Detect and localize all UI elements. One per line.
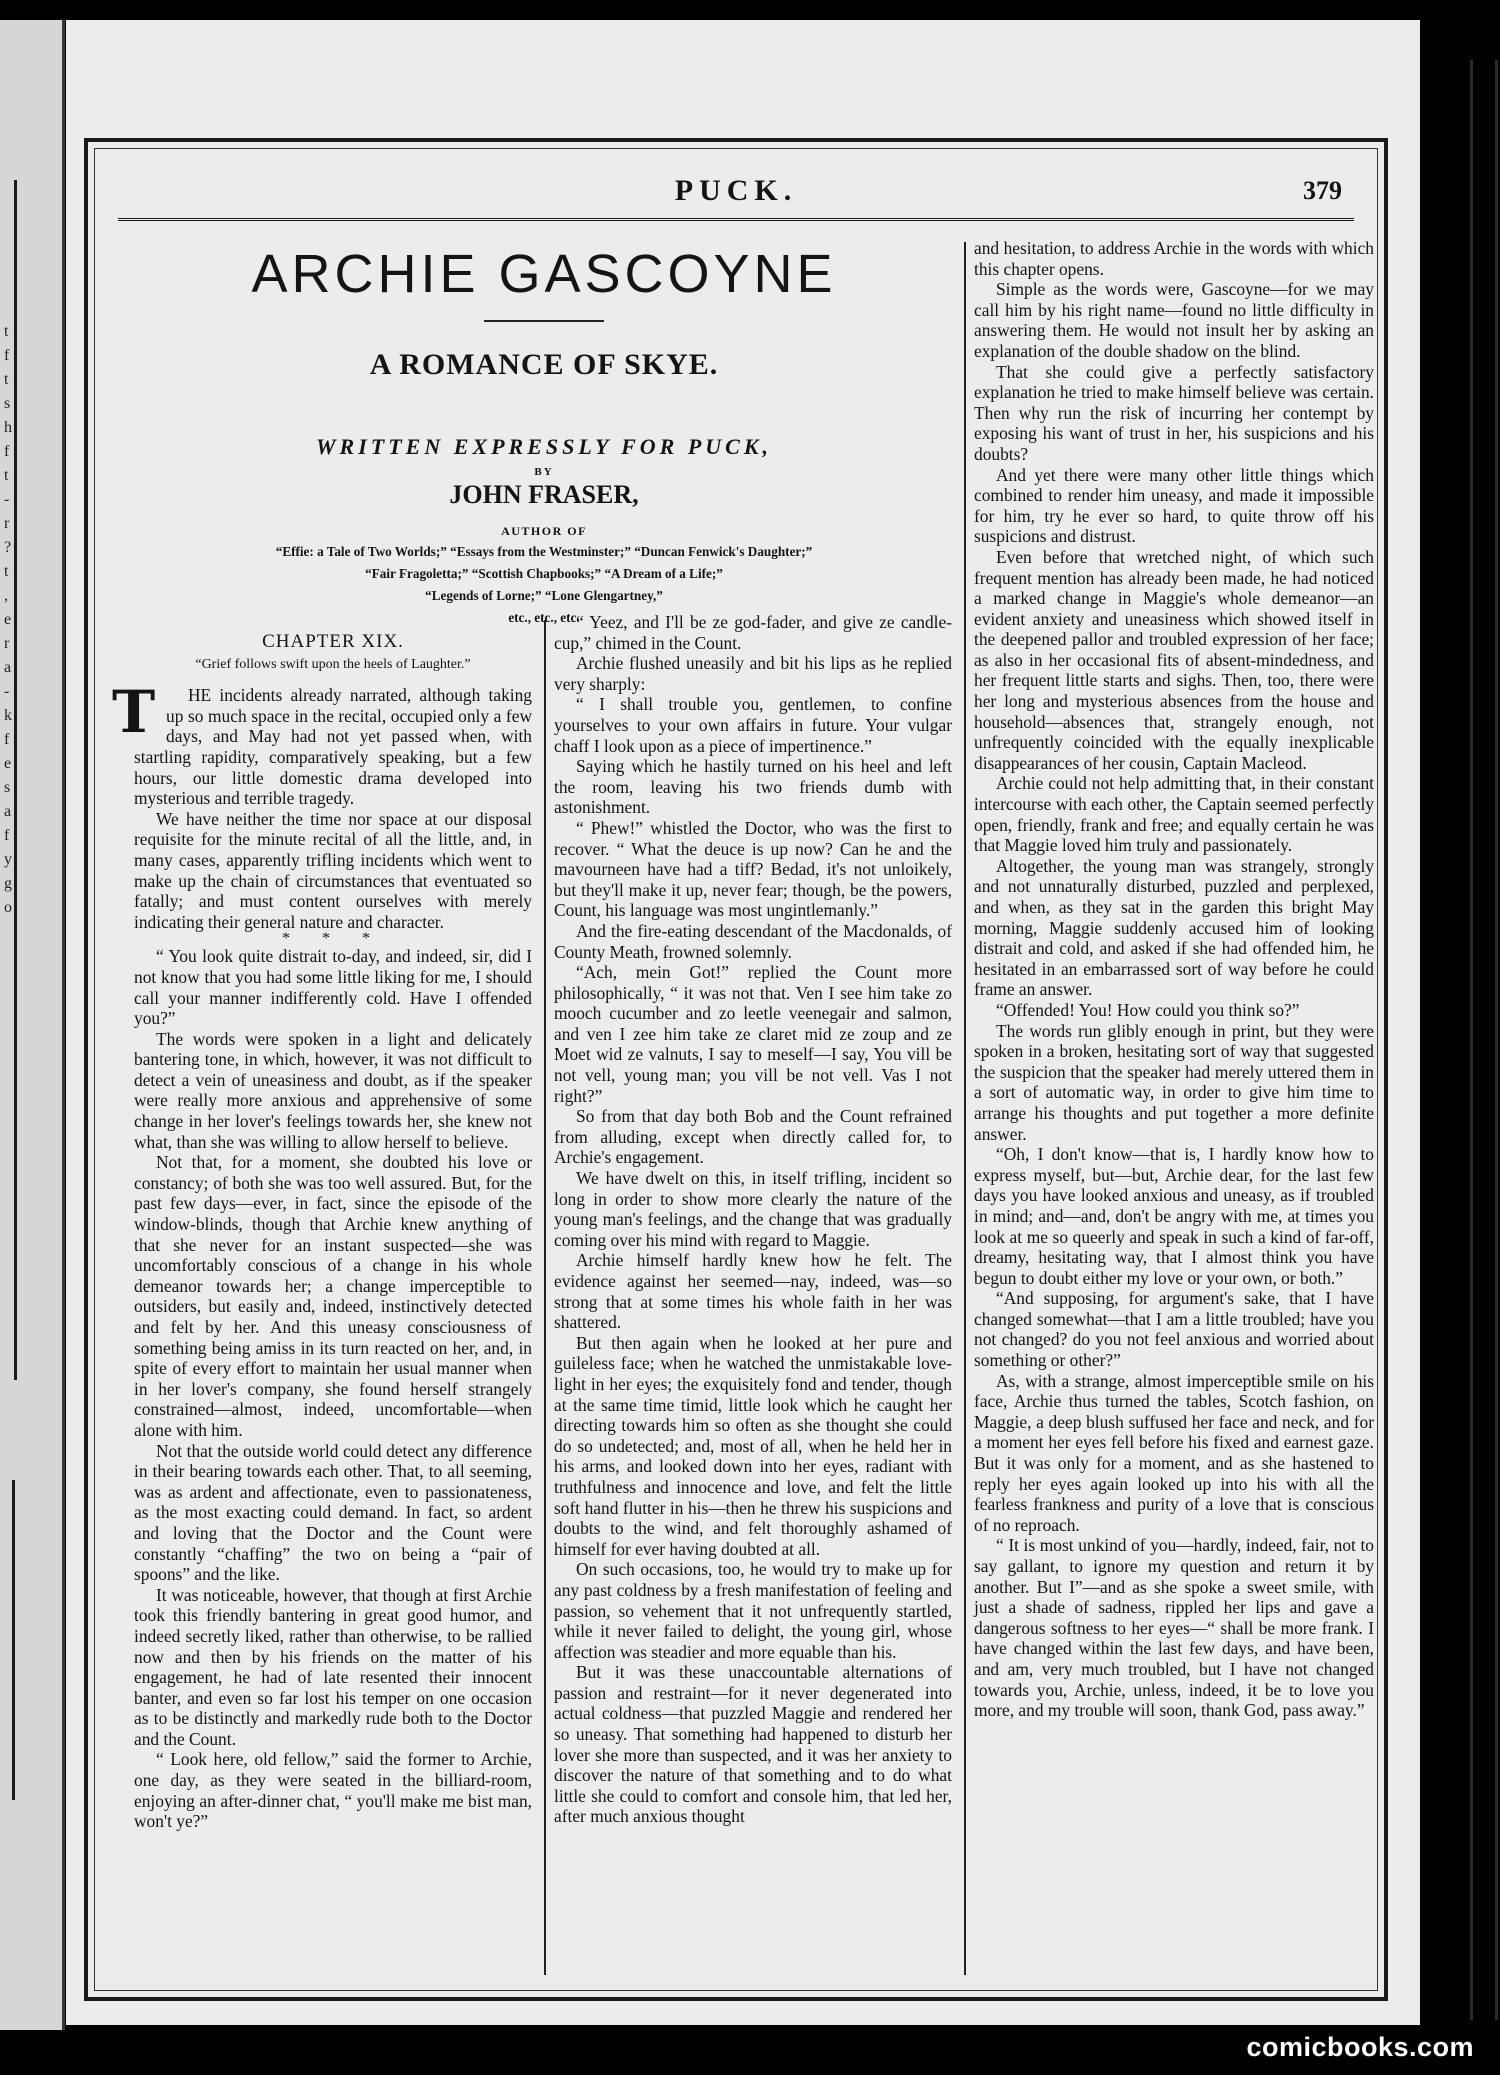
adjacent-page-fragment: -	[4, 491, 10, 508]
works-line: “Legends of Lorne;” “Lone Glengartney,”	[425, 588, 663, 603]
works-line: “Fair Fragoletta;” “Scottish Chapbooks;” “A Dream of a Life;”	[365, 566, 723, 581]
adjacent-page-fragment: ?	[4, 539, 12, 556]
paragraph: “ Yeez, and I'll be ze god-fader, and give ze candle-cup,” chimed in the Count.	[554, 612, 952, 653]
adjacent-page-fragment: f	[4, 443, 10, 460]
chapter-heading: CHAPTER XIX.	[262, 631, 404, 652]
paragraph: And the fire-eating descendant of the Macdonalds, of County Meath, frowned solemnly.	[554, 920, 952, 962]
adjacent-page-fragment: f	[4, 347, 10, 364]
drop-cap: T	[112, 678, 156, 747]
adjacent-page-rule-lower	[0, 1480, 15, 1800]
paragraph: As, with a strange, almost imperceptible smile on his face, Archie thus turned the tables, Scotch fashion, on Maggie, a deep blush suffused her face and neck, and for a moment her eyes fell before his fixed and earnest gaze. But it was only for a moment, and as she hastened to reply her eyes again looked up into his with all the fearless frankness and purity of a love that is conscious of no reproach.	[974, 1370, 1374, 1535]
adjacent-page-fragment: a	[4, 659, 12, 676]
masthead-title: PUCK.	[674, 174, 798, 207]
adjacent-page-fragment: f	[4, 827, 10, 844]
paragraph: “Oh, I don't know—that is, I hardly know how to express myself, but—but, Archie dear, for the last few days you have looked anxious and uneasy, as if troubled in mind; and—and, don't be angry with me, at times you look at me so queerly and speak in such a kind of far-off, dreamy, hesitating way, that I almost think you have begun to doubt either my love or your own, or both.”	[974, 1144, 1374, 1288]
adjacent-page-fragment: k	[4, 707, 12, 724]
author-name: JOHN FRASER,	[449, 480, 639, 509]
paragraph: “ You look quite distrait to-day, and indeed, sir, did I not know that you had some little liking for me, I should call your manner indifferently cold. Have I offended you?”	[134, 946, 532, 1029]
paragraph: “ It is most unkind of you—hardly, indeed, fair, not to say gallant, to ignore my question and return it by another. But I”—and as she spoke a sweet smile, with just a shade of sadness, rippled her lips and gave a dangerous softness to her eyes—“ shall be more frank. I have changed within the last few days, and have been, and am, very much troubled, but I have not changed towards you, Archie, unless, indeed, it be to love you more, and my trouble will soon, thank God, pass away.”	[974, 1535, 1374, 1721]
adjacent-page-fragment: t	[4, 323, 9, 340]
paragraph: Saying which he hastily turned on his heel and left the room, leaving his two friends dumb with astonishment.	[554, 756, 952, 818]
adjacent-page-fragment: r	[4, 635, 10, 652]
adjacent-page-fragment: h	[4, 419, 12, 436]
paragraph: We have dwelt on this, in itself trifling, incident so long in order to show more clearly the nature of the young man's feelings, and the change that was gradually coming over his mind with regard to Maggie.	[554, 1168, 952, 1250]
by-line: BY	[534, 466, 554, 478]
adjacent-page-fragment: o	[4, 899, 12, 916]
paragraph: And yet there were many other little things which combined to render him uneasy, and made it impossible for him, try he ever so hard, to quite throw off his suspicions and distrust.	[974, 464, 1374, 547]
page-edge-lines	[1470, 60, 1498, 2020]
adjacent-page-fragment: ,	[4, 587, 8, 604]
opening-text: HE incidents already narrated, although taking up so much space in the recital, occupied only a few days, and May had not yet passed when, with startling rapidity, comparatively speaking, but a few hours, our little domestic drama developed into mysterious and terrible tragedy.	[134, 685, 532, 809]
title-block	[134, 242, 954, 629]
works-line: etc., etc., etc.	[508, 610, 580, 625]
paragraph: Not that, for a moment, she doubted his love or constancy; of both she was too well assured. But, for the past few days—ever, in fact, since the episode of the window-blinds, though that Archie knew anything of that she never for an instant suspected—she was uncomfortably conscious of a change in his whole demeanor towards her; a change imperceptible to outsiders, but easily and, indeed, instinctively detected and felt by her. And this uneasy consciousness of something being amiss in its turn reacted on her, and, in spite of every effort to maintain her usual manner when in her lover's company, she found herself strangely constrained—almost, indeed, uncomfortable—when alone with him.	[134, 1152, 532, 1440]
paragraph: It was noticeable, however, that though at first Archie took this friendly bantering in great good humor, and indeed secretly liked, rather than otherwise, to be rallied now and then by his friends on the matter of his engagement, he had of late resented their innocent banter, and even so far lost his temper on one occasion as to be distinctly and markedly rude both to the Doctor and the Count.	[134, 1584, 532, 1749]
paragraph: Archie could not help admitting that, in their constant intercourse with each other, the Captain seemed perfectly open, friendly, frank and free; and equally certain he was that Maggie loved him truly and passionately.	[974, 773, 1374, 856]
page-frame	[84, 138, 1388, 2001]
story-title: ARCHIE GASCOYNE	[251, 244, 837, 304]
paragraph: We have neither the time nor space at our disposal requisite for the minute recital of all the little, and, in many cases, apparently trifling incidents which went to make up the chain of circumstances that eventuated so fatally; and must content ourselves with merely indicating their general nature and character.	[134, 808, 532, 932]
paragraph: But then again when he looked at her pure and guileless face; when he watched the unmistakable love-light in her eyes; the exquisitely fond and tender, though at the same time timid, little look which he caught her directing towards him so often as she thought she could do so undetected; and, most of all, when he held her in his arms, and looked down into her eyes, radiant with truthfulness and innocence and love, and felt the little soft hand flutter in his—then he threw his suspicions and doubts to the wind, and felt thoroughly ashamed of himself for ever having doubted at all.	[554, 1332, 952, 1559]
paragraph: So from that day both Bob and the Count refrained from alluding, except when directly called for, to Archie's engagement.	[554, 1106, 952, 1168]
paragraph: The words were spoken in a light and delicately bantering tone, in which, however, it was not difficult to detect a vein of uneasiness and doubt, as if the speaker were really more anxious and apprehensive of some change in her lover's feelings towards her, she knew not what, than she was willing to allow herself to believe.	[134, 1028, 532, 1152]
chapter-epigraph: “Grief follows swift upon the heels of Laughter.”	[195, 656, 471, 672]
written-expressly-line: WRITTEN EXPRESSLY FOR PUCK,	[316, 434, 772, 459]
author-of-label: AUTHOR OF	[501, 524, 587, 538]
title-rule	[484, 320, 604, 322]
adjacent-page-fragment: t	[4, 371, 9, 388]
paragraph: Altogether, the young man was strangely, strongly and not unnaturally disturbed, puzzled and perplexed, and when, as they sat in the garden this bright May morning, Maggie suddenly accused him of looking distrait and cold, and asked if she had offended him, he hesitated in an embarrassed sort of way before he could frame an answer.	[974, 855, 1374, 1000]
masthead	[118, 172, 1354, 221]
text-column-3	[974, 238, 1374, 1721]
paragraph: “ Look here, old fellow,” said the former to Archie, one day, as they were seated in the billiard-room, enjoying an after-dinner chat, “ you'll make me bist man, won't ye?”	[134, 1749, 532, 1832]
column-rule-2	[964, 242, 966, 1975]
paragraph: and hesitation, to address Archie in the words with which this chapter opens.	[974, 238, 1374, 279]
opening-paragraph	[112, 678, 532, 809]
paragraph: “Ach, mein Got!” replied the Count more philosophically, “ it was not that. Ven I see him take zo mooch cucumber and zo leetle veenegair and salmon, and ven I zee him take ze claret mid ze zoup and ze Moet wid ze valnuts, I say to meself—I say, You vill be not vell, young man; you vill be not vell. Vas I not right?”	[554, 962, 952, 1106]
adjacent-page-fragment: e	[4, 755, 12, 772]
paragraph: “Offended! You! How could you think so?”	[996, 999, 1300, 1020]
works-line: “Effie: a Tale of Two Worlds;” “Essays from the Westminster;” “Duncan Fenwick's Daughter;”	[275, 544, 813, 559]
adjacent-page-fragment: y	[4, 851, 12, 868]
paragraph: The words run glibly enough in print, but they were spoken in a broken, hesitating sort of way that suggested the suspicion that the speaker had merely uttered them in a sort of automatic way, in order to give him time to arrange his thoughts and put together a more definite answer.	[974, 1020, 1374, 1144]
adjacent-page-fragment: t	[4, 467, 9, 484]
text-column-2	[554, 612, 952, 1827]
adjacent-page-fragment: r	[4, 515, 10, 532]
paragraph: On such occasions, too, he would try to make up for any past coldness by a fresh manifestation of feeling and passion, so vehement that it not unfrequently startled, while it never failed to delight, the young girl, whose affection was steadier and more equable than his.	[554, 1559, 952, 1662]
page-number: 379	[1303, 176, 1342, 205]
adjacent-page-fragment: f	[4, 731, 10, 748]
watermark-link[interactable]: comicbooks.com	[1246, 2032, 1474, 2062]
adjacent-page-edge	[0, 20, 65, 2030]
adjacent-page-fragment: -	[4, 683, 10, 700]
paragraph: But it was these unaccountable alternations of passion and restraint—for it never degenerated into actual coldness—that puzzled Maggie and rendered her so uneasy. That something had happened to disturb her lover she more than suspected, and it was her anxiety to discover the nature of that something and to do what little she could to comfort and console him, that led her, after much anxious thought	[554, 1662, 952, 1827]
paragraph: Not that the outside world could detect any difference in their bearing towards each other. That, to all seeming, was as ardent and affectionate, even to passionateness, as the most exacting could demand. In fact, so ardent and loving that the Doctor and the Count were constantly “chaffing” the two on being a “pair of spoons” and the like.	[134, 1440, 532, 1585]
paragraph: That she could give a perfectly satisfactory explanation he tried to make himself believe was certain. Then why run the risk of incurring her contempt by exposing his want of trust in her, his suspicions and his doubts?	[974, 361, 1374, 464]
paragraph: Even before that wretched night, of which such frequent mention has already been made, he had noticed a marked change in Maggie's whole demeanor—an evident anxiety and uneasiness which showed itself in the deepened pallor and troubled expression of her face; as also in her occasional fits of absent-mindedness, and her frequent little starts and sighs. Then, too, there were her long and mysterious absences from the house and household—absences that, strangely enough, not unfrequently coincided with the equally inexplicable disappearances of her cousin, Captain Macleod.	[974, 546, 1374, 773]
adjacent-page-fragment: g	[4, 875, 12, 892]
paragraph: Archie himself hardly knew how he felt. The evidence against her seemed—nay, indeed, was—so strong that at some times his whole faith in her was shattered.	[554, 1250, 952, 1333]
paragraph: “And supposing, for argument's sake, that I have changed somewhat—that I am a little troubled; have you not changed? do you not feel anxious and worried about something or other?”	[974, 1288, 1374, 1371]
paragraph: Archie flushed uneasily and bit his lips as he replied very sharply:	[554, 653, 952, 694]
adjacent-page-fragment: a	[4, 803, 12, 820]
paragraph: Simple as the words were, Gascoyne—for we may call him by his right name—found no little difficulty in answering them. He would not insult her by asking an explanation of the double shadow on the blind.	[974, 279, 1374, 361]
adjacent-page-fragment: s	[4, 779, 11, 796]
paragraph: “ I shall trouble you, gentlemen, to confine yourselves to your own affairs in future. Your vulgar chaff I look upon as a piece of impertinence.”	[554, 694, 952, 756]
text-column-1	[112, 631, 532, 1832]
adjacent-page-fragment: s	[4, 395, 11, 412]
section-break-stars: * * *	[282, 930, 384, 948]
adjacent-page-fragment: t	[4, 563, 9, 580]
adjacent-page-fragment: e	[4, 611, 12, 628]
magazine-page	[66, 20, 1420, 2025]
story-subtitle: A ROMANCE OF SKYE.	[369, 348, 719, 381]
paragraph: “ Phew!” whistled the Doctor, who was the first to recover. “ What the deuce is up now? Can he and the mavourneen have had a tiff? Bedad, it's not unloikely, but they'll make it up, never fear; though, be the powers, Count, his language was most ungintlemanly.”	[554, 817, 952, 921]
column-rule-1	[544, 620, 546, 1975]
